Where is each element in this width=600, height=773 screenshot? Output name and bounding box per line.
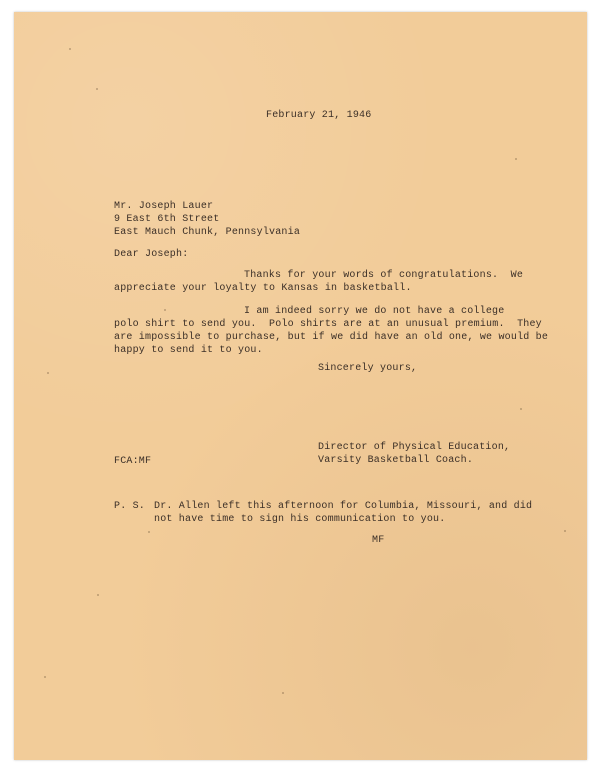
paper-speck bbox=[148, 531, 150, 533]
paper-speck bbox=[282, 692, 284, 694]
signature-title-line-2: Varsity Basketball Coach. bbox=[318, 455, 474, 466]
postscript-line-1: Dr. Allen left this afternoon for Columbia, Missouri, and did bbox=[154, 501, 533, 512]
paragraph-2-line-2: polo shirt to send you. Polo shirts are at an unusual premium. They bbox=[114, 319, 542, 330]
postscript-label: P. S. bbox=[114, 501, 146, 512]
postscript-initials: MF bbox=[372, 535, 385, 546]
paragraph-1-line-1: Thanks for your words of congratulations. We bbox=[244, 270, 524, 281]
paper-speck bbox=[564, 530, 566, 532]
recipient-city: East Mauch Chunk, Pennsylvania bbox=[114, 227, 301, 238]
paragraph-1-line-2: appreciate your loyalty to Kansas in basketball. bbox=[114, 283, 412, 294]
recipient-street: 9 East 6th Street bbox=[114, 214, 220, 225]
paper-speck bbox=[515, 158, 517, 160]
postscript-line-2: not have time to sign his communication to you. bbox=[154, 514, 446, 525]
paper-speck bbox=[520, 408, 522, 410]
paper-speck bbox=[47, 372, 49, 374]
paragraph-2-line-3: are impossible to purchase, but if we did have an old one, we would be bbox=[114, 332, 549, 343]
closing: Sincerely yours, bbox=[318, 363, 418, 374]
paper-speck bbox=[164, 309, 166, 311]
paper-speck bbox=[96, 88, 98, 90]
paper-speck bbox=[228, 339, 230, 341]
paragraph-2-line-1: I am indeed sorry we do not have a college bbox=[244, 306, 505, 317]
paragraph-2-line-4: happy to send it to you. bbox=[114, 345, 263, 356]
salutation: Dear Joseph: bbox=[114, 249, 189, 260]
paper-speck bbox=[44, 676, 46, 678]
paper-speck bbox=[69, 48, 71, 50]
paper-speck bbox=[97, 594, 99, 596]
letter-paper bbox=[14, 12, 587, 760]
recipient-name: Mr. Joseph Lauer bbox=[114, 201, 214, 212]
signature-title-line-1: Director of Physical Education, bbox=[318, 442, 511, 453]
letter-date: February 21, 1946 bbox=[266, 110, 372, 121]
typist-initials: FCA:MF bbox=[114, 456, 152, 467]
